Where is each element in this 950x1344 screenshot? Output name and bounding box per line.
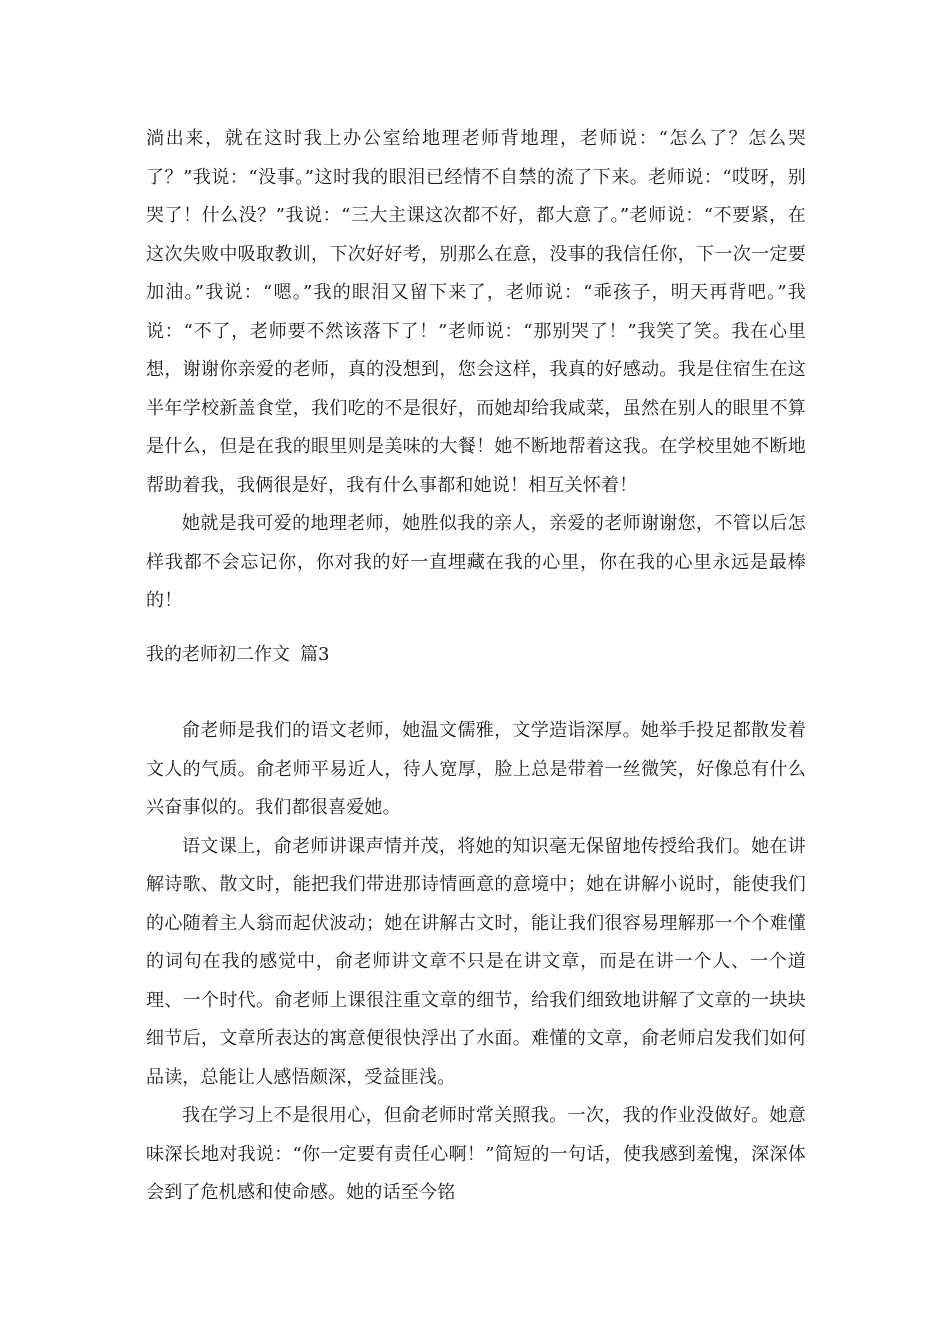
paragraph-continued: 淌出来，就在这时我上办公室给地理老师背地理，老师说：“怎么了？怎么哭了？”我说：“没事。”这时我的眼泪已经情不自禁的流了下来。老师说：“哎呀，别哭了！什么没？”我说：“三大主课这次都不好，都大意了。”老师说：“不要紧，在这次失败中吸取教训，下次好好考，别那么在意，没事的我信任你，下一次一定要加油。”我说：“嗯。”我的眼泪又留下来了，老师说：“乖孩子，明天再背吧。”我说：“不了，老师要不然该落下了！”老师说：“那别哭了！”我笑了笑。我在心里想，谢谢你亲爱的老师，真的没想到，您会这样，我真的好感动。我是住宿生在这半年学校新盖食堂，我们吃的不是很好，而她却给我咸菜，虽然在别人的眼里不算是什么，但是在我的眼里则是美味的大餐！她不断地帮着这我。在学校里她不断地帮助着我，我俩很是好，我有什么事都和她说！相互关怀着！ xyxy=(146,128,806,496)
heading-title: 我的老师初二作文 xyxy=(146,644,290,665)
section-heading xyxy=(146,640,329,670)
paragraph-closing: 她就是我可爱的地理老师，她胜似我的亲人，亲爱的老师谢谢您，不管以后怎样我都不会忘记你，你对我的好一直埋藏在我的心里，你在我的心里永远是最棒的！ xyxy=(146,513,806,611)
paragraph-care: 我在学习上不是很用心，但俞老师时常关照我。一次，我的作业没做好。她意味深长地对我说：“你一定要有责任心啊！”简短的一句话，使我感到羞愧，深深体会到了危机感和使命感。她的话至今铭 xyxy=(146,1105,806,1203)
section-3-body xyxy=(146,712,806,1213)
paragraph-intro: 俞老师是我们的语文老师，她温文儒雅，文学造诣深厚。她举手投足都散发着文人的气质。俞老师平易近人，待人宽厚，脸上总是带着一丝微笑，好像总有什么兴奋事似的。我们都很喜爱她。 xyxy=(146,720,806,818)
paragraph-class: 语文课上，俞老师讲课声情并茂，将她的知识毫无保留地传授给我们。她在讲解诗歌、散文时，能把我们带进那诗情画意的意境中；她在讲解小说时，能使我们的心随着主人翁而起伏波动；她在讲解古文时，能让我们很容易理解那一个个难懂的词句在我的感觉中，俞老师讲文章不只是在讲文章，而是在讲一个人、一个道理、一个时代。俞老师上课很注重文章的细节，给我们细致地讲解了文章的一块块细节后，文章所表达的寓意便很快浮出了水面。难懂的文章，俞老师启发我们如何品读，总能让人感悟颇深，受益匪浅。 xyxy=(146,835,806,1088)
heading-number: 篇3 xyxy=(300,644,330,665)
section-2-body xyxy=(146,120,806,621)
